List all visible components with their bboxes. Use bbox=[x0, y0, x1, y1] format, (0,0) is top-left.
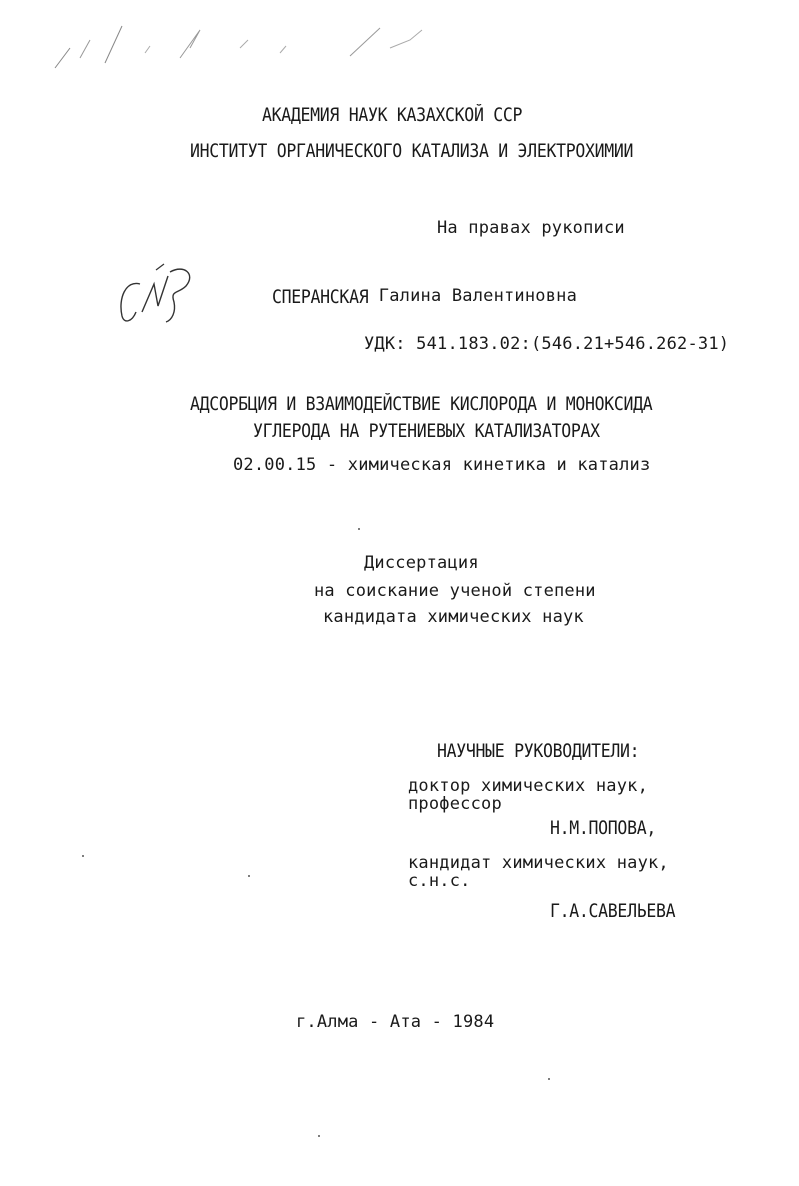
supervisor-1-degree: доктор химических наук, bbox=[408, 776, 649, 796]
paper-speck bbox=[248, 875, 250, 877]
supervisor-2-degree: кандидат химических наук, bbox=[408, 853, 669, 873]
thesis-type-line-2: на соискание ученой степени bbox=[314, 581, 596, 601]
place-and-year: г.Алма - Ата - 1984 bbox=[296, 1012, 495, 1032]
thesis-type-line-3: кандидата химических наук bbox=[323, 607, 584, 627]
udc-code: УДК: 541.183.02:(546.21+546.262-31) bbox=[364, 334, 730, 354]
paper-speck bbox=[82, 855, 84, 857]
supervisors-heading: НАУЧНЫЕ РУКОВОДИТЕЛИ: bbox=[437, 740, 640, 762]
supervisor-1-name: Н.М.ПОПОВА, bbox=[550, 817, 656, 839]
top-pencil-marks bbox=[50, 18, 440, 78]
supervisor-2-position: с.н.с. bbox=[408, 871, 471, 891]
author-name bbox=[272, 286, 577, 306]
author-given-names: Галина Валентиновна bbox=[378, 286, 578, 306]
specialty-code: 02.00.15 - химическая кинетика и катализ bbox=[233, 455, 651, 475]
thesis-title-line-2: УГЛЕРОДА НА РУТЕНИЕВЫХ КАТАЛИЗАТОРАХ bbox=[253, 420, 600, 442]
handwritten-signature bbox=[112, 262, 202, 328]
paper-speck bbox=[548, 1078, 550, 1080]
organization-line-1: АКАДЕМИЯ НАУК КАЗАХСКОЙ ССР bbox=[262, 104, 523, 126]
thesis-title-line-1: АДСОРБЦИЯ И ВЗАИМОДЕЙСТВИЕ КИСЛОРОДА И МОНОКСИДА bbox=[190, 393, 653, 415]
thesis-type-line-1: Диссертация bbox=[364, 553, 479, 573]
paper-speck bbox=[358, 528, 360, 530]
organization-line-2: ИНСТИТУТ ОРГАНИЧЕСКОГО КАТАЛИЗА И ЭЛЕКТРОХИМИИ bbox=[190, 140, 634, 162]
rights-note: На правах рукописи bbox=[437, 218, 625, 238]
supervisor-2-name: Г.А.САВЕЛЬЕВА bbox=[550, 900, 676, 922]
author-surname: СПЕРАНСКАЯ bbox=[272, 286, 369, 308]
supervisor-1-position: профессор bbox=[408, 794, 502, 814]
paper-speck bbox=[318, 1135, 320, 1137]
